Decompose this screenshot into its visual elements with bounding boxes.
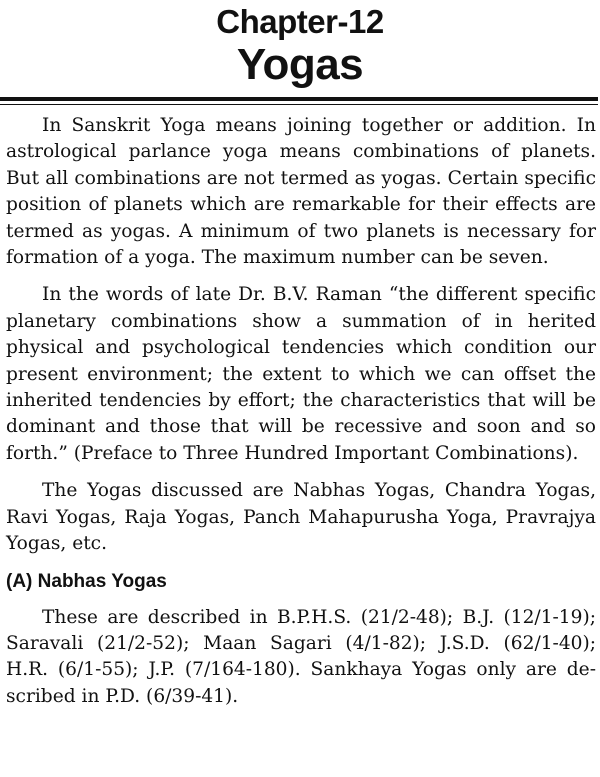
chapter-title: Yogas — [236, 40, 364, 89]
intro-paragraph: In Sanskrit Yoga means joining together or addition. In astrological parlance yoga means combinations of planets. But all combinations are not termed as yogas. Certain specific position of planets which are remarkable for their effects are termed as yogas. A minimum of two planets is necessary for formation of a yoga. The maximum number can be seven. — [6, 115, 596, 269]
raman-quote-paragraph: In the words of late Dr. B.V. Raman “the different specific planetary combinations show a summation of in herited physical and psychological tendencies which condition our present environment; the extent to which we can offset the inherited tendencies by effort; the characteristics that will be dominant and those that will be recessive and soon and so forth.” (Preface to Three Hundred Important Combinations). — [6, 284, 596, 464]
yogas-discussed-paragraph: The Yogas discussed are Nabhas Yogas, Chandra Yogas, Ravi Yogas, Raja Yogas, Panch Mahapurusha Yoga, Pravrajya Yogas, etc. — [6, 480, 596, 555]
nabhas-yogas-paragraph: These are described in B.P.H.S. (21/2-48); B.J. (12/1-19); Saravali (21/2-52); Maan Sagari (4/1-82); J.S.D. (62/1-40); H.R. (6/1-55); J.P. (7/164-180). Sankhaya Yogas only are described in P.D. (6/39-41). — [6, 606, 596, 707]
heading-rule-thick — [0, 97, 598, 101]
section-heading-nabhas-yogas: (A) Nabhas Yogas — [6, 570, 167, 592]
chapter-body — [6, 113, 596, 710]
chapter-number: Chapter-12 — [216, 3, 384, 40]
heading-rule-thin — [0, 104, 598, 105]
